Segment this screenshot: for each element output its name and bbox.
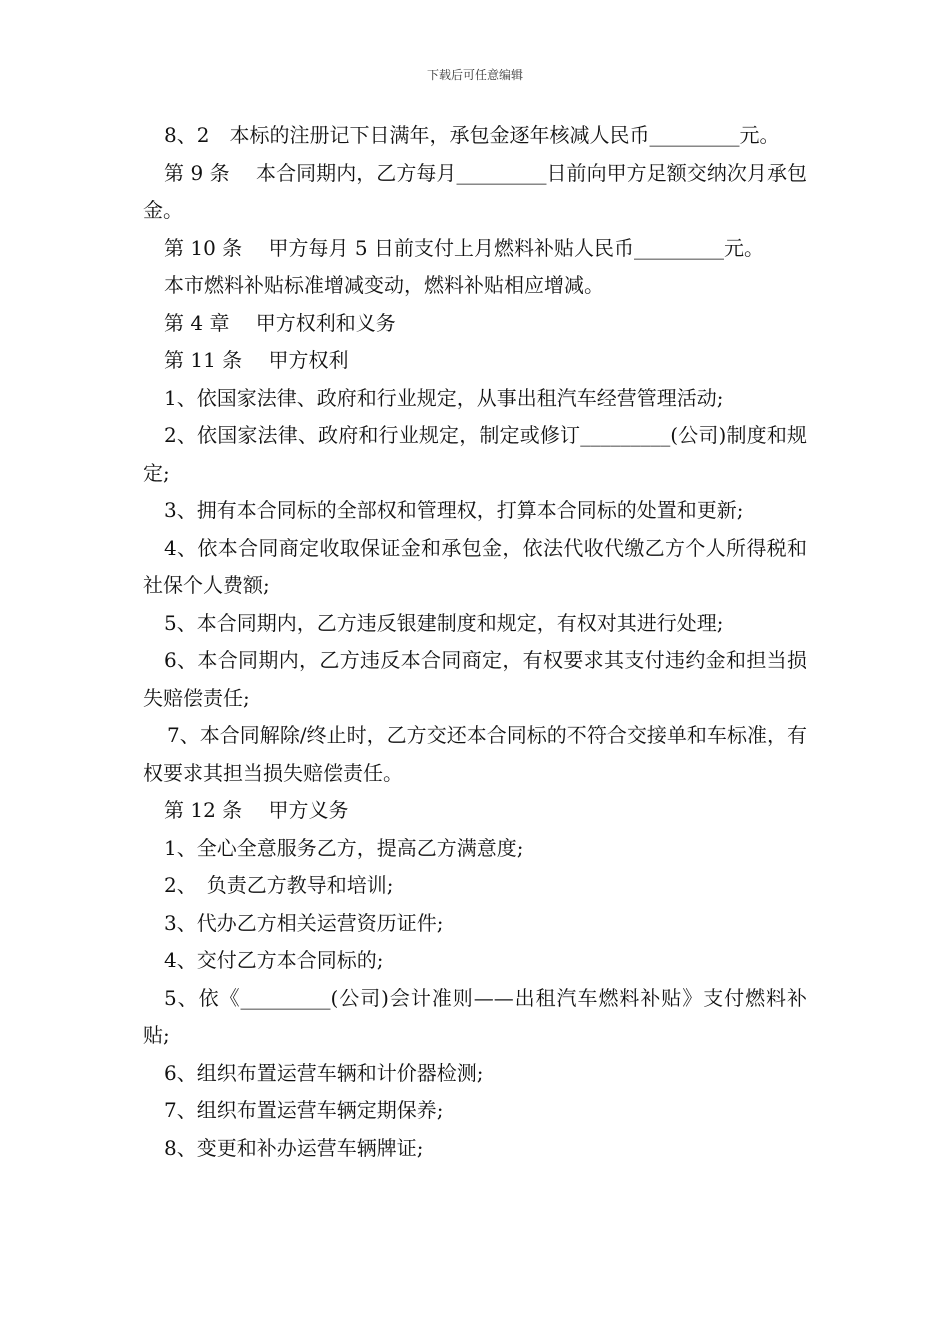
list-item: 5、本合同期内，乙方违反银建制度和规定，有权对其进行处理; <box>164 610 724 635</box>
list-item: 2、 负责乙方教导和培训; <box>164 873 394 897</box>
paragraph-8-2: 8、2 本标的注册记下日满年，承包金逐年核减人民币_________元。 <box>164 123 780 147</box>
list-item: 7、组织布置运营车辆定期保养; <box>164 1098 444 1122</box>
list-item: 4、依本合同商定收取保证金和承包金，依法代收代缴乙方个人所得税和社保个人费额; <box>143 535 807 597</box>
list-item: 3、拥有本合同标的全部权和管理权，打算本合同标的处置和更新; <box>164 498 744 522</box>
paragraph-fuel-subsidy-note: 本市燃料补贴标准增减变动，燃料补贴相应增减。 <box>164 273 604 297</box>
list-item: 4、交付乙方本合同标的; <box>164 948 384 972</box>
list-item: 7、本合同解除/终止时，乙方交还本合同标的不符合交接单和车标准，有权要求其担当损失赔偿责任。 <box>143 723 807 785</box>
document-body <box>143 117 807 1167</box>
list-item: 6、本合同期内，乙方违反本合同商定，有权要求其支付违约金和担当损失赔偿责任; <box>143 648 807 710</box>
page-header: 下载后可任意编辑 <box>426 68 523 82</box>
chapter-4-heading: 第 4 章 甲方权利和义务 <box>164 310 396 335</box>
paragraph-article-9: 第 9 条 本合同期内，乙方每月_________日前向甲方足额交纳次月承包金。 <box>143 160 807 222</box>
list-item: 1、全心全意服务乙方，提高乙方满意度; <box>164 835 524 860</box>
list-item: 1、依国家法律、政府和行业规定，从事出租汽车经营管理活动; <box>164 385 724 410</box>
article-12-heading: 第 12 条 甲方义务 <box>164 798 349 822</box>
list-item: 6、组织布置运营车辆和计价器检测; <box>164 1060 484 1085</box>
article-11-heading: 第 11 条 甲方权利 <box>164 348 349 372</box>
list-item: 5、依《_________(公司)会计准则——出租汽车燃料补贴》支付燃料补贴; <box>143 985 807 1047</box>
list-item: 2、依国家法律、政府和行业规定，制定或修订_________(公司)制度和规定; <box>143 423 807 485</box>
list-item: 3、代办乙方相关运营资历证件; <box>164 910 444 935</box>
paragraph-article-10: 第 10 条 甲方每月 5 日前支付上月燃料补贴人民币_________元。 <box>164 235 764 260</box>
list-item: 8、变更和补办运营车辆牌证; <box>164 1135 424 1160</box>
